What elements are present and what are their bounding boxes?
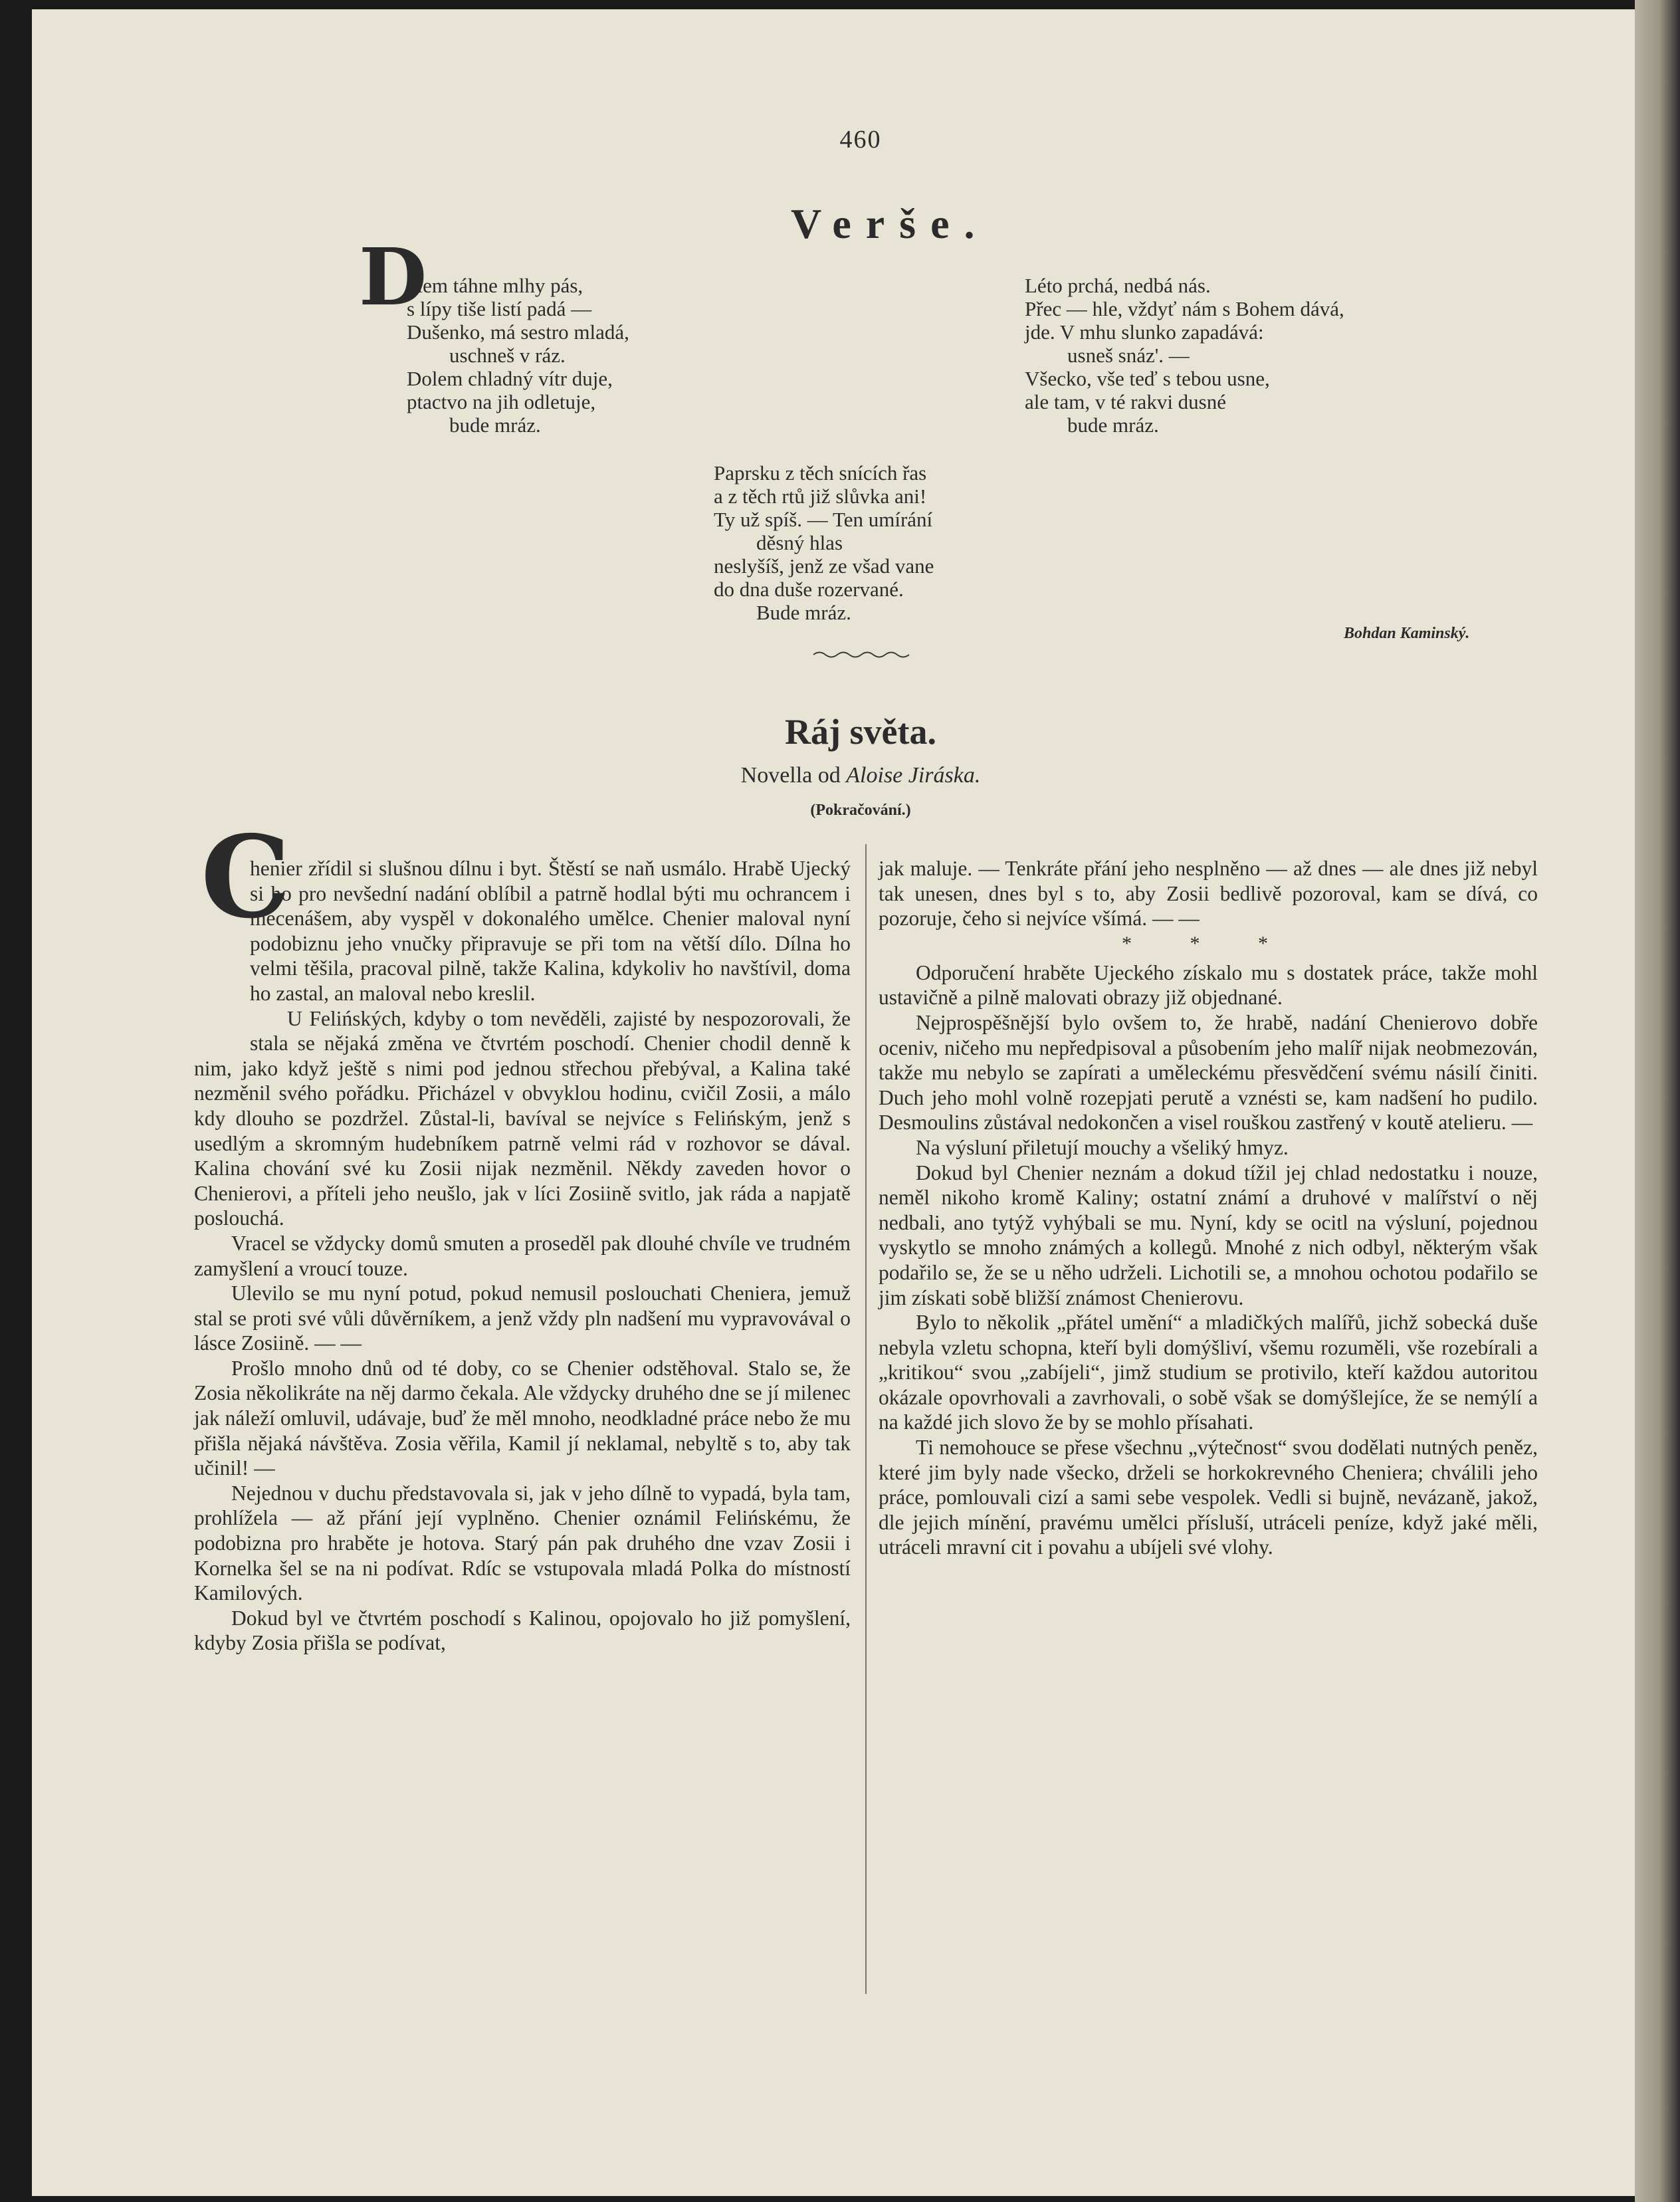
poem-line: uschneš v ráz. xyxy=(449,344,566,367)
poem-line: Dušenko, má sestro mladá, xyxy=(407,320,629,344)
poem-line: jde. V mhu slunko zapadává: xyxy=(1025,320,1264,344)
right-column xyxy=(879,856,1538,1560)
poem-line: Přec — hle, vždyť nám s Bohem dává, xyxy=(1025,297,1344,320)
story-subtitle xyxy=(0,763,1680,788)
paragraph: Ulevilo se mu nyní potud, pokud nemusil poslouchati Cheniera, jemuž stal se proti své vůli důvěrníkem, a jenž vždy pln nadšení mu vypravovával o lásce Zosiině. — — xyxy=(194,1281,851,1355)
poem-line: děsný hlas xyxy=(756,531,843,554)
section-stars: * * * xyxy=(1122,932,1295,954)
poem-line: Všecko, vše teď s tebou usne, xyxy=(1025,367,1270,390)
poem-line: ptactvo na jih odletuje, xyxy=(407,390,596,413)
paragraph: Vracel se vždycky domů smuten a proseděl pak dlouhé chvíle ve trudném zamyšlení a vroucí touze. xyxy=(194,1231,851,1280)
poem-line: do dna duše rozervané. xyxy=(714,578,904,601)
poem-line: a z těch rtů již slůvka ani! xyxy=(714,485,927,508)
poem-author: Bohdan Kaminský. xyxy=(1344,625,1470,642)
column-divider xyxy=(865,844,867,1994)
story-drop-cap: C xyxy=(201,811,291,944)
continued-note: (Pokračování.) xyxy=(810,802,911,819)
paragraph: Dokud byl Chenier neznám a dokud tížil jej chlad nedostatku i nouze, neměl nikoho kromě Kaliny; ostatní známí a druhové v malířství o něj nedbali, ano tytýž vyhýbali se mu. Nyní, kdy se ocitl na výsluní, pojednou vyskytlo se mnoho známých a kollegů. Mnohé z nich odbyl, některým však podařilo se, že se u něho udrželi. Lichotili se, a mnohou ochotou podařilo se jim získati sobě bližší známost Chenierovu. xyxy=(879,1160,1538,1309)
poem-drop-cap: D xyxy=(359,231,427,323)
paragraph: Prošlo mnoho dnů od té doby, co se Chenier odstěhoval. Stalo se, že Zosia několikráte na něj darmo čekala. Ale vždycky druhého dne se jí milenec jak náleží omluvil, udávaje, buď že měl mnoho, neodkladné práce nebo že mu přišla nějaká návštěva. Zosia věřila, Kamil jí neklamal, nebyltě s to, aby tak učinil! — xyxy=(194,1356,851,1480)
poem-line: Bude mráz. xyxy=(756,601,851,624)
poem-line: Léto prchá, nedbá nás. xyxy=(1025,274,1211,297)
poem-line: bude mráz. xyxy=(449,413,541,437)
paragraph: U Felińských, kdyby o tom nevěděli, zajisté by nespozorovali, že stala se nějaká změna ve čtvrtém poschodí. Chenier chodil denně k nim, jako když ještě s nimi pod jednou střechou přebýval, a Kalina také nezměnil svého pořádku. Přicházel v obvyklou hodinu, cvičil Zosii, a málo kdy dlouho se pozdržel. Zůstal-li, bavíval se nejvíce s Felińským, jenž s usedlým a skromným hudebníkem patrně velmi rád v rozhovor se dával. Kalina chování své ku Zosii nijak nezměnil. Někdy zaveden hovor o Chenierovi, a příteli jeho neušlo, jak v líci Zosiině svitlo, jak ráda a napjatě poslouchá. xyxy=(194,1006,851,1230)
poem-line: usneš snáz'. — xyxy=(1067,344,1190,367)
poem-stanza-3 xyxy=(714,461,934,624)
poem-line: s lípy tiše listí padá — xyxy=(407,297,592,320)
subtitle-author: Aloise Jiráska. xyxy=(846,763,981,788)
paragraph: Na výsluní přiletují mouchy a všeliký hmyz. xyxy=(916,1135,1289,1159)
poem-stanza-2 xyxy=(1025,274,1344,437)
drop-cap-space xyxy=(194,856,246,1050)
paragraph: Nejprospěšnější bylo ovšem to, že hrabě, nadání Chenierovo dobře oceniv, ničeho mu nepředpisoval a působením jeho malíř nijak neobmezován, takže mu nebylo se zapírati a uměleckému přesvědčení svému násilí činiti. Duch jeho mohl volně rozepjati perutě a vznésti se, kam nadšení ho pudilo. Desmoulins zůstával nedokončen a visel rouškou zastřený v koutě atelieru. — xyxy=(879,1010,1538,1135)
paragraph: Nejednou v duchu představovala si, jak v jeho dílně to vypadá, byla tam, prohlížela — až přání její vyplněno. Chenier oznámil Felińskému, že podobizna pro hraběte je hotova. Starý pán pak druhého dne vzav Zosii i Kornelka šel se na ni podívat. Rdíc se vstupovala mladá Polka do místností Kamilových. xyxy=(194,1481,851,1605)
paragraph: Bylo to několik „přátel umění“ a mladičkých malířů, jichž sobecká duše nebyla vzletu schopna, kteří byli domýšliví, všemu rozuměli, vše rozebírali a „kritikou“ svou „zabíjeli“, jimž studium se protivilo, kteří každou autoritou okázale opovrhovali a zavrhovali, o sobě však se domýšlejíce, že se nemýlí a na každé jich slovo že by se mohlo přísahati. xyxy=(879,1311,1538,1434)
poem-line: neslyšíš, jenž ze všad vane xyxy=(714,554,934,578)
poem-line: ale tam, v té rakvi dusné xyxy=(1025,390,1227,413)
paragraph: Dokud byl ve čtvrtém poschodí s Kalinou, opojovalo ho již pomyšlení, kdyby Zosia přišla se podívat, xyxy=(194,1606,851,1655)
poem-title: Verše. xyxy=(791,200,990,247)
poem-line: olem táhne mlhy pás, xyxy=(407,274,583,297)
poem-line: Paprsku z těch snících řas xyxy=(714,461,927,485)
poem-line: Dolem chladný vítr duje, xyxy=(407,367,613,390)
section-divider xyxy=(812,649,912,661)
paragraph: jak maluje. — Tenkráte přání jeho nesplněno — až dnes — ale dnes již nebyl tak unesen, dnes byl s to, aby Zosii bedlivě pozoroval, kam se dívá, co pozoruje, čeho si nejvíce všímá. — — xyxy=(879,857,1538,931)
poem-line: Ty už spíš. — Ten umírání xyxy=(714,508,933,531)
paragraph: henier zřídil si slušnou dílnu i byt. Štěstí se naň usmálo. Hrabě Ujecký si ho pro nevšední nadání oblíbil a patrně hodlal býti mu ochrancem i mecenášem, aby vyspěl v dokonalého umělce. Chenier maloval nyní podobiznu jeho vnučky připravuje se při tom na větší dílo. Dílna ho velmi těšila, pracoval pilně, takže Kalina, kdykoliv ho navštívil, doma ho zastal, an maloval nebo kreslil. xyxy=(250,857,851,1005)
paragraph: Odporučení hraběte Ujeckého získalo mu s dostatek práce, takže mohl ustavičně a pilně malovati obrazy již objednané. xyxy=(879,960,1538,1010)
page-edge xyxy=(1635,0,1680,2202)
paragraph: Ti nemohouce se přese všechnu „výtečnost“ svou dodělati nutných peněz, které jim byly nade všecko, drželi se horkokrevného Cheniera; chválili jeho práce, pomlouvali cizí a sami sebe vespolek. Vedli si bujně, nevázaně, jakož, dle jejich mínění, pravému umělci přísluší, utráceli peníze, když jaké měli, utráceli mravní cit i povahu a ubíjeli své vlohy. xyxy=(879,1436,1538,1559)
left-column xyxy=(194,856,851,1656)
subtitle-prefix: Novella od xyxy=(740,763,841,788)
story-title: Ráj světa. xyxy=(785,712,936,752)
page-number: 460 xyxy=(839,126,882,154)
poem-stanza-1 xyxy=(407,274,629,437)
poem-line: bude mráz. xyxy=(1067,413,1159,437)
